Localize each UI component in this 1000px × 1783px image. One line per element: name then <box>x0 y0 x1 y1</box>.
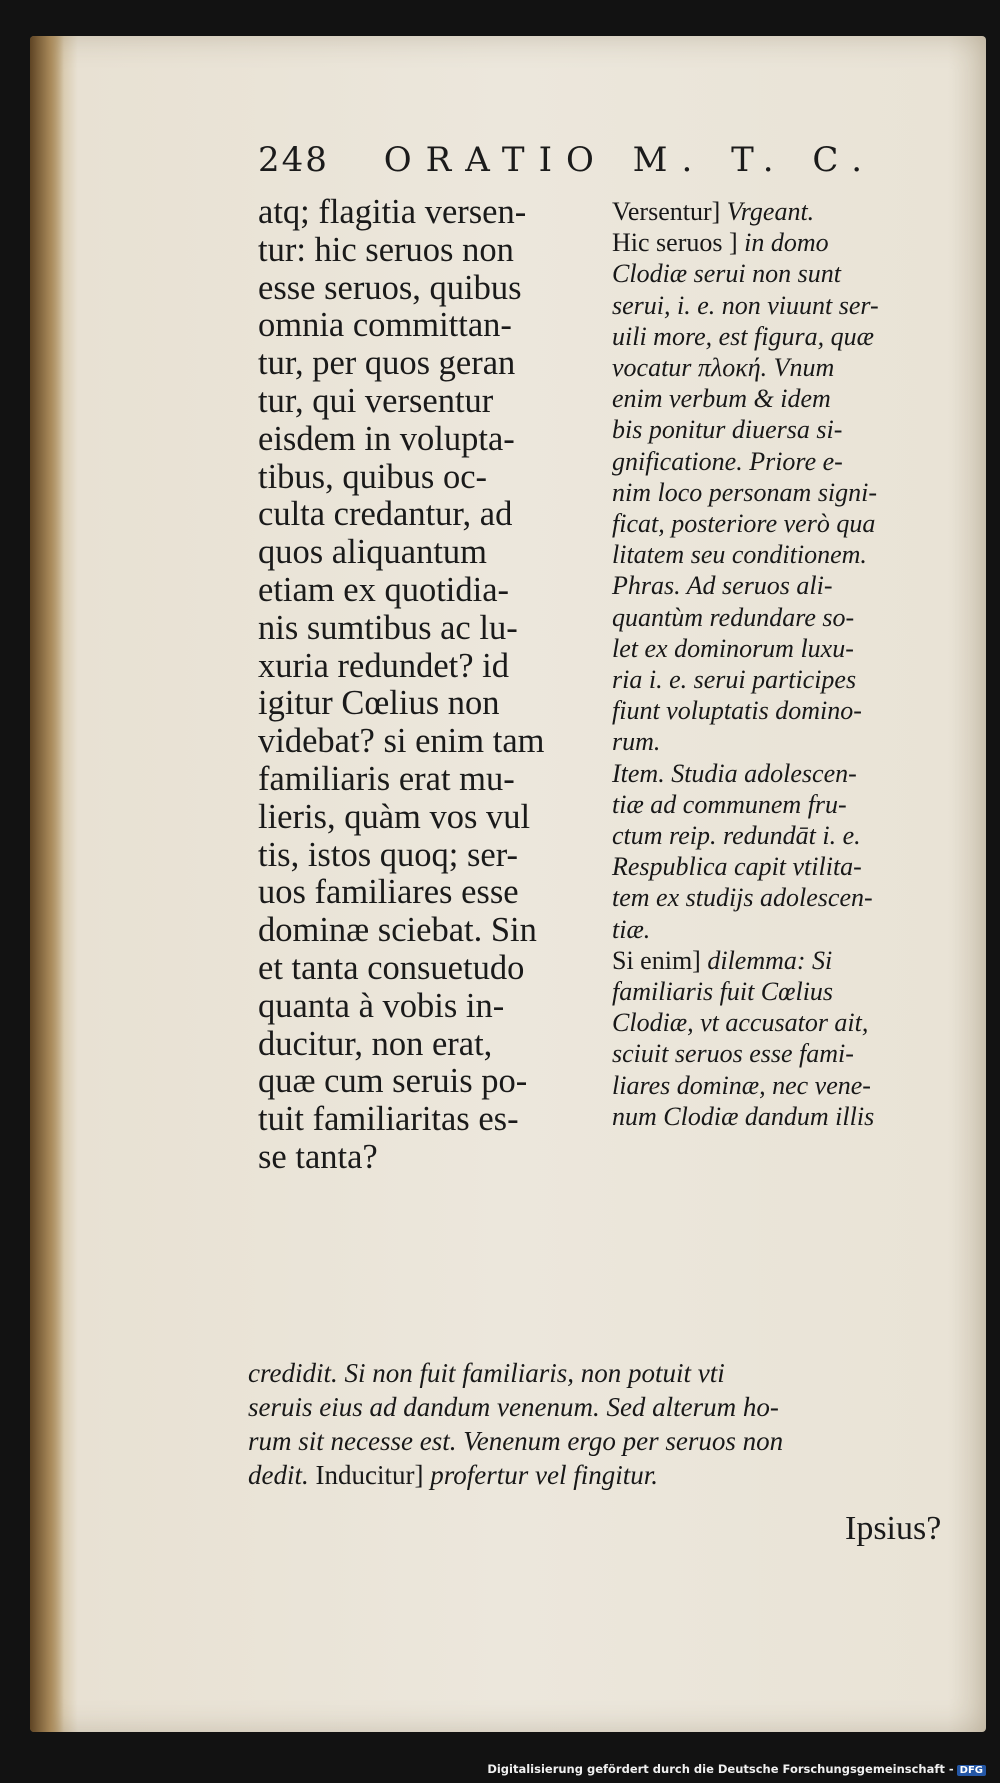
commentary-line <box>612 1070 984 1101</box>
commentary-line <box>612 352 984 383</box>
lemma: Inducitur] <box>315 1460 431 1490</box>
commentary-text: tem ex studijs adolescen- <box>612 883 873 913</box>
continuation-line <box>248 1424 968 1458</box>
commentary-text: in domo <box>744 228 829 258</box>
main-text-line: quæ cum seruis po- <box>258 1062 528 1101</box>
main-text-column <box>258 194 608 1177</box>
main-text-line: tur: hic seruos non <box>258 230 514 269</box>
commentary-text: rum. <box>612 727 661 757</box>
commentary-line <box>612 976 984 1007</box>
credit-text: Digitalisierung gefördert durch die Deutsche Forschungsgemeinschaft - <box>487 1762 954 1776</box>
commentary-text: liares dominæ, nec vene- <box>612 1070 871 1100</box>
main-text-line: eisdem in volupta- <box>258 419 515 458</box>
main-text-line: tuit familiaritas es- <box>258 1100 519 1139</box>
commentary-line <box>612 633 984 664</box>
commentary-line <box>612 227 984 258</box>
main-text-line: culta credantur, ad <box>258 495 513 534</box>
commentary-line <box>612 664 984 695</box>
commentary-text: fiunt voluptatis domino- <box>612 696 862 726</box>
digitization-credit <box>487 1762 986 1776</box>
commentary-text: litatem seu conditionem. <box>612 540 867 570</box>
main-text-line: videbat? si enim tam <box>258 722 545 761</box>
commentary-text: ficat, posteriore verò qua <box>612 509 876 539</box>
continuation-line <box>248 1390 968 1424</box>
lemma: Hic seruos ] <box>612 228 745 258</box>
commentary-text: Phras. Ad seruos ali- <box>612 571 833 601</box>
commentary-line <box>612 851 984 882</box>
main-text-line: etiam ex quotidia- <box>258 570 510 609</box>
commentary-text: tiæ. <box>612 914 651 944</box>
main-text-line: esse seruos, quibus <box>258 268 522 307</box>
commentary-line <box>612 695 984 726</box>
commentary-text: Clodiæ serui non sunt <box>612 259 841 289</box>
commentary-line <box>612 914 984 945</box>
running-title: ORATIO M. T. C. <box>383 140 877 180</box>
commentary-text: tiæ ad communem fru- <box>612 789 847 819</box>
continuation-prefix: dedit. <box>248 1460 316 1490</box>
page-number: 248 <box>258 140 329 180</box>
continuation-line <box>248 1458 968 1492</box>
commentary-text: gnificatione. Priore e- <box>612 446 843 476</box>
main-text-line: uos familiares esse <box>258 873 519 912</box>
commentary-line <box>612 477 984 508</box>
main-text-line: xuria redundet? id <box>258 646 509 685</box>
commentary-line <box>612 570 984 601</box>
commentary-text: familiaris fuit Cœlius <box>612 977 834 1007</box>
main-text-line: quos aliquantum <box>258 533 488 572</box>
commentary-text: bis ponitur diuersa si- <box>612 415 843 445</box>
commentary-continuation <box>248 1356 968 1492</box>
commentary-text: enim verbum & idem <box>612 384 831 414</box>
commentary-text: nim loco personam signi- <box>612 477 878 507</box>
main-text-line: tur, per quos geran <box>258 344 516 383</box>
main-text-line: tis, istos quoq; ser- <box>258 835 518 874</box>
commentary-line <box>612 945 984 976</box>
commentary-line <box>612 508 984 539</box>
commentary-line <box>612 383 984 414</box>
continuation-text: rum sit necesse est. Venenum ergo per seruos non <box>248 1426 784 1456</box>
commentary-line <box>612 882 984 913</box>
main-text-line: et tanta consuetudo <box>258 948 525 987</box>
commentary-line <box>612 258 984 289</box>
main-text-line: familiaris erat mu- <box>258 759 515 798</box>
commentary-text: uili more, est figura, quæ <box>612 321 874 351</box>
main-text-line: dominæ sciebat. Sin <box>258 911 537 950</box>
commentary-text: ctum reip. redundāt i. e. <box>612 821 861 851</box>
commentary-text: dilemma: Si <box>707 945 833 975</box>
commentary-text: serui, i. e. non viuunt ser- <box>612 290 879 320</box>
commentary-line <box>612 1101 984 1132</box>
main-text-line: lieris, quàm vos vul <box>258 797 531 836</box>
commentary-text: vocatur πλοκή. Vnum <box>612 353 835 383</box>
commentary-text: quantùm redundare so- <box>612 602 855 632</box>
main-text-line: se tanta? <box>258 1137 378 1176</box>
main-text-line: atq; flagitia versen- <box>258 193 527 231</box>
commentary-text: sciuit seruos esse fami- <box>612 1039 854 1069</box>
commentary-column <box>612 196 984 1132</box>
lemma: Si enim] <box>612 945 708 975</box>
commentary-text: Respublica capit vtilita- <box>612 852 862 882</box>
continuation-text: credidit. Si non fuit familiaris, non potuit vti <box>248 1358 725 1388</box>
main-text-line: ducitur, non erat, <box>258 1024 493 1063</box>
commentary-line <box>612 290 984 321</box>
main-text-line: omnia committan- <box>258 306 512 345</box>
commentary-line <box>612 820 984 851</box>
commentary-line <box>612 758 984 789</box>
commentary-text: num Clodiæ dandum illis <box>612 1101 875 1131</box>
commentary-text: Vrgeant. <box>726 197 815 226</box>
continuation-text: seruis eius ad dandum venenum. Sed alterum ho- <box>248 1392 779 1422</box>
commentary-line <box>612 1007 984 1038</box>
commentary-text: Item. Studia adolescen- <box>612 758 857 788</box>
lemma: Versentur] <box>612 197 727 226</box>
page-gutter <box>30 36 64 1732</box>
commentary-line <box>612 1038 984 1069</box>
commentary-text: Clodiæ, vt accusator ait, <box>612 1008 869 1038</box>
commentary-line <box>612 414 984 445</box>
commentary-line <box>612 321 984 352</box>
running-header <box>258 140 978 180</box>
commentary-text: let ex dominorum luxu- <box>612 633 854 663</box>
commentary-line <box>612 446 984 477</box>
commentary-line <box>612 196 984 227</box>
continuation-text: profertur vel fingitur. <box>430 1460 658 1490</box>
catchword: Ipsius? <box>845 1510 942 1547</box>
main-text-line: tibus, quibus oc- <box>258 457 488 496</box>
commentary-line <box>612 789 984 820</box>
main-text-line: tur, qui versentur <box>258 381 494 420</box>
main-text-line: nis sumtibus ac lu- <box>258 608 518 647</box>
commentary-text: ria i. e. serui participes <box>612 665 857 695</box>
continuation-line <box>248 1356 968 1390</box>
commentary-line <box>612 539 984 570</box>
main-text-line: quanta à vobis in- <box>258 986 505 1025</box>
commentary-line <box>612 602 984 633</box>
main-text-line: igitur Cœlius non <box>258 684 500 723</box>
commentary-line <box>612 726 984 757</box>
dfg-logo: DFG <box>957 1765 986 1776</box>
